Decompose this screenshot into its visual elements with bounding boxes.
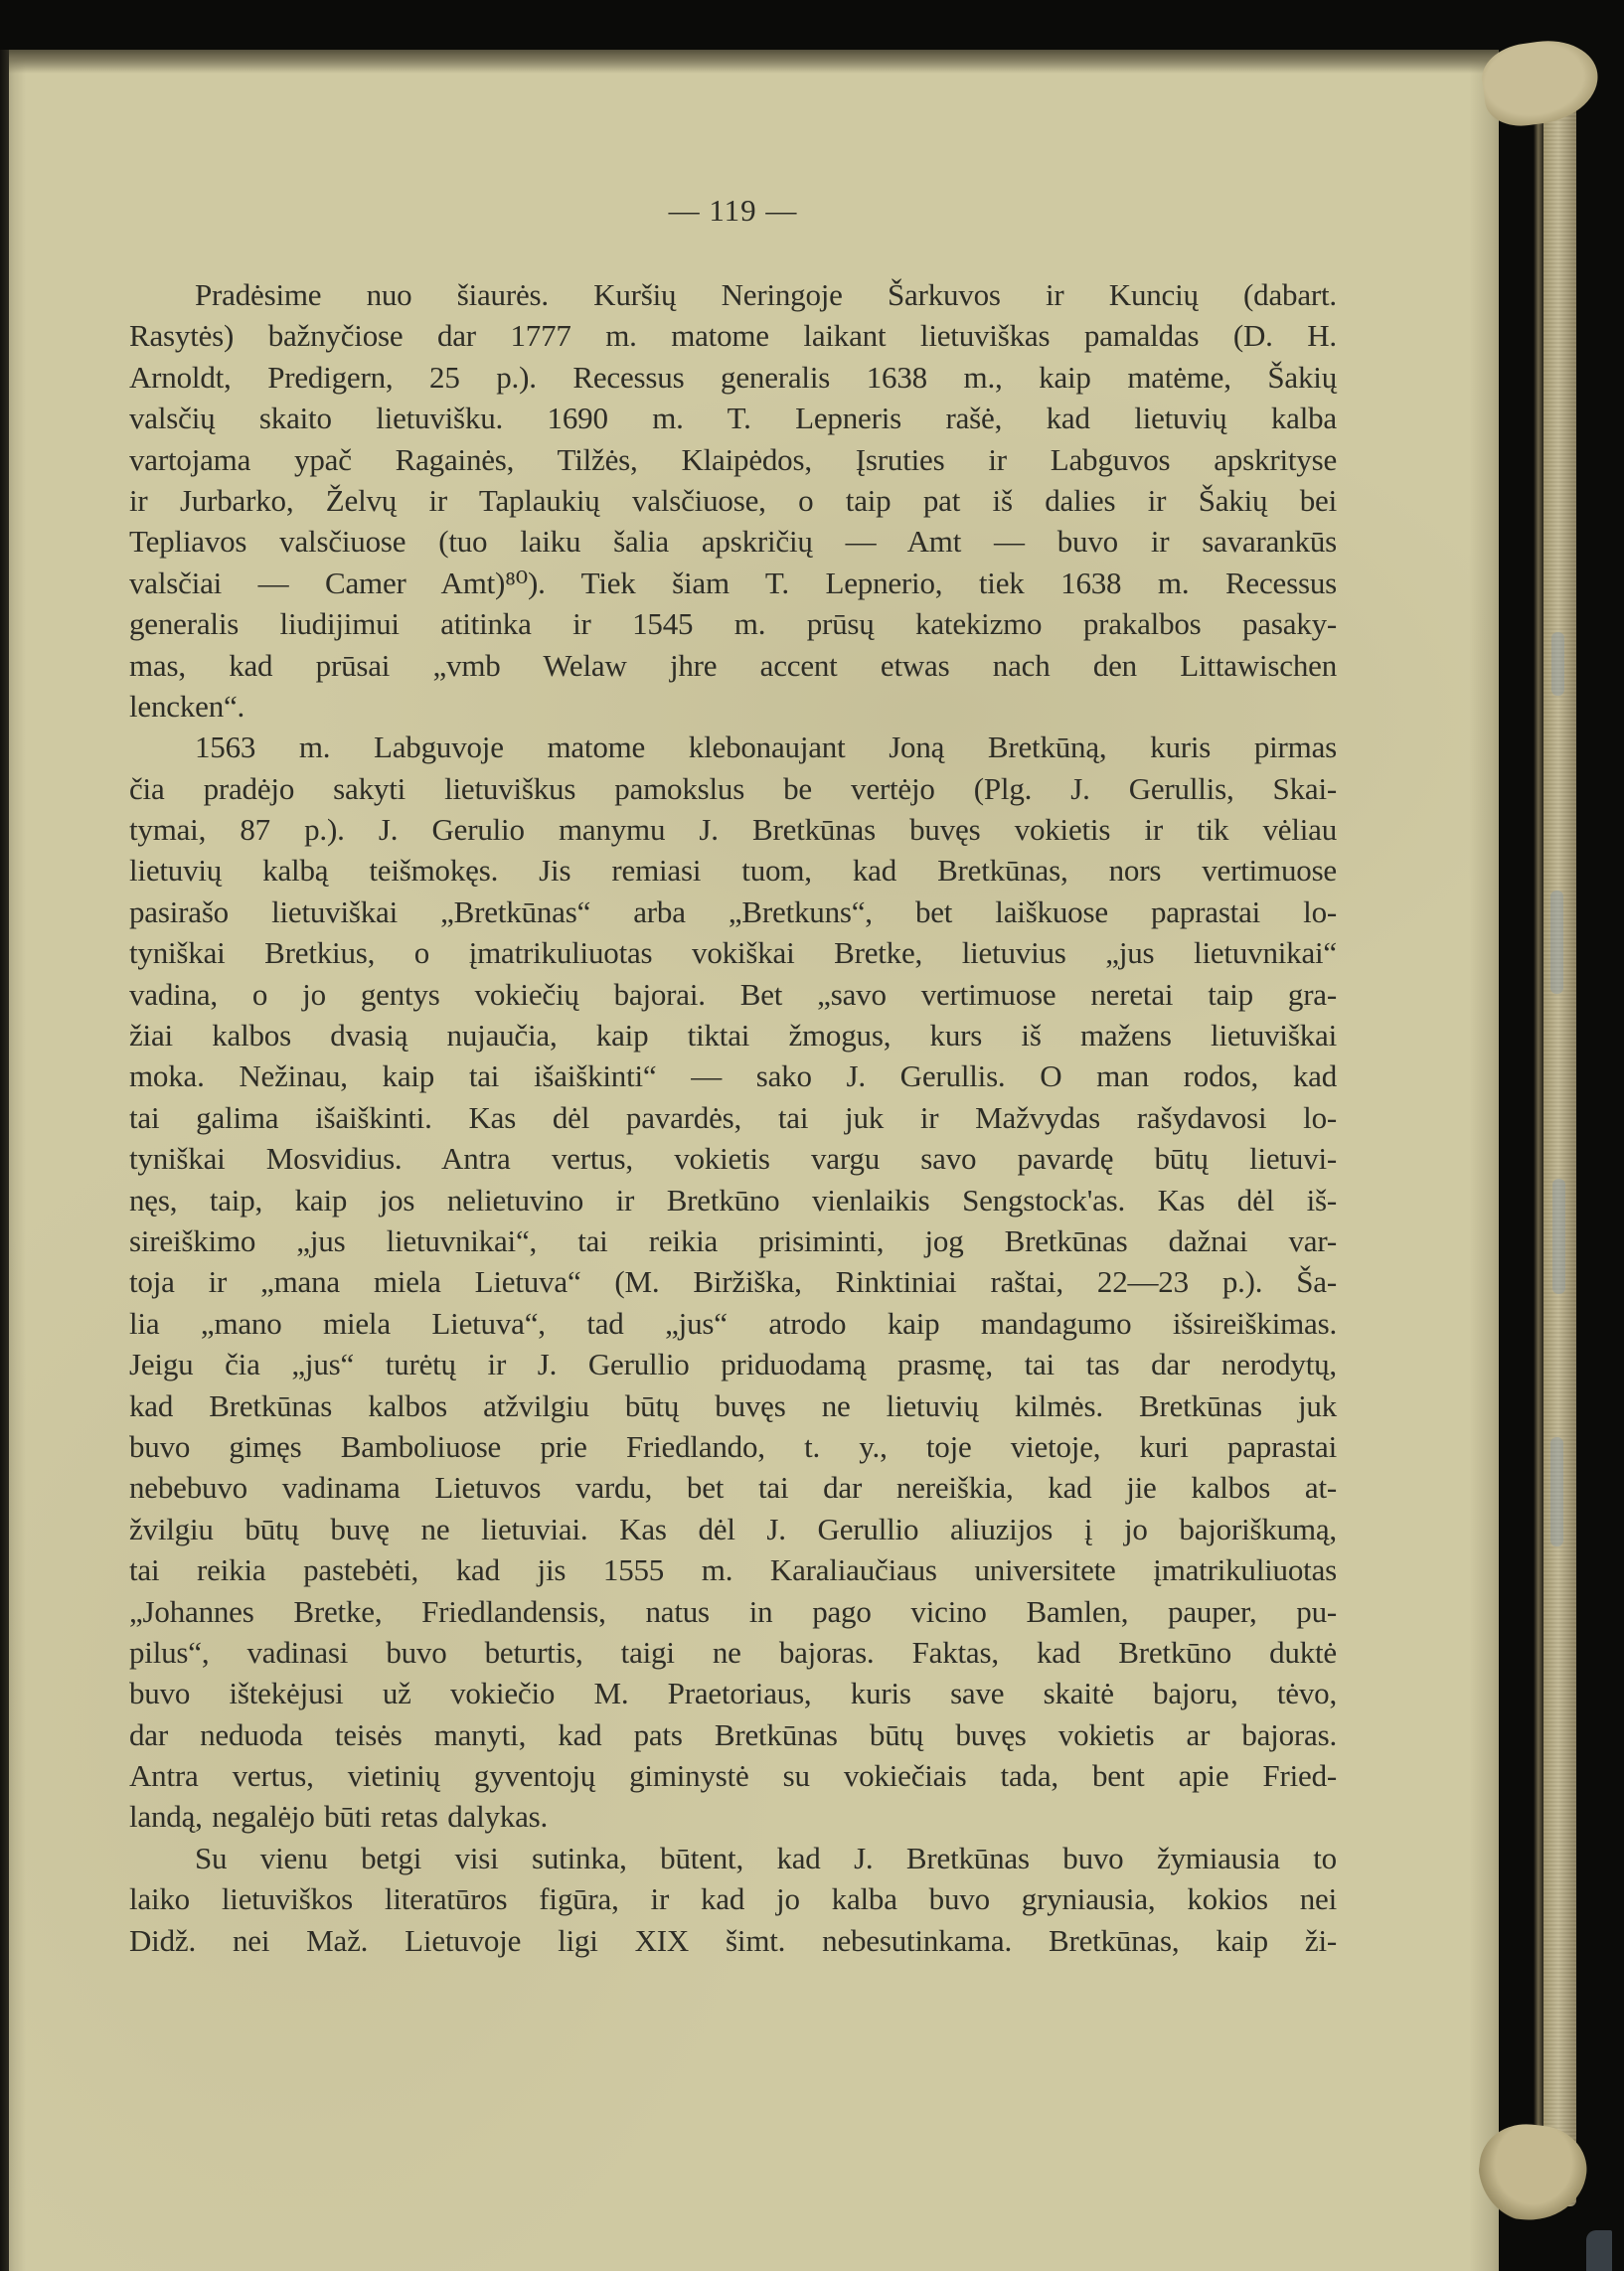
text-line: lencken“. bbox=[129, 688, 245, 724]
book-cover-edge bbox=[1543, 58, 1576, 2206]
text-line: 1563 m. Labguvoje matome klebonaujant Joną Bretkūną, kuris pirmas bbox=[195, 730, 1337, 765]
text-line: lia „mano miela Lietuva“, tad „jus“ atrodo kaip mandagumo išsireiškimas. bbox=[129, 1305, 1337, 1341]
blue-mark bbox=[1550, 891, 1563, 994]
blue-mark bbox=[1586, 2230, 1612, 2271]
worn-corner-top bbox=[1478, 34, 1603, 130]
text-line: tai galima išaiškinti. Kas dėl pavardės, tai juk ir Mažvydas rašydavosi lo- bbox=[129, 1099, 1337, 1135]
text-line: tai reikia pastebėti, kad jis 1555 m. Karaliaučiaus universitete įmatrikuliuotas bbox=[129, 1552, 1337, 1588]
text-line: lietuvių kalbą teišmokęs. Jis remiasi tuom, kad Bretkūnas, nors vertimuose bbox=[129, 853, 1337, 889]
text-line: pilus“, vadinasi buvo beturtis, taigi ne bajoras. Faktas, kad Bretkūno duktė bbox=[129, 1634, 1337, 1670]
text-line: mas, kad prūsai „vmb Welaw jhre accent etwas nach den Littawischen bbox=[129, 647, 1337, 683]
text-line: dar neduoda teisės manyti, kad pats Bretkūnas būtų buvęs vokietis ar bajoras. bbox=[129, 1716, 1337, 1752]
text-line: buvo gimęs Bamboliuose prie Friedlando, t. y., toje vietoje, kuri paprastai bbox=[129, 1428, 1337, 1464]
text-line: laiko lietuviškos literatūros figūra, ir kad jo kalba buvo gryniausia, kokios nei bbox=[129, 1881, 1337, 1917]
text-line: kad Bretkūnas kalbos atžvilgiu būtų buvęs ne lietuvių kilmės. Bretkūnas juk bbox=[129, 1387, 1337, 1423]
text-line: žvilgiu būtų buvę ne lietuviai. Kas dėl J. Gerullio aliuzijos į jo bajoriškumą, bbox=[129, 1511, 1337, 1546]
text-line: Antra vertus, vietinių gyventojų giminystė su vokiečiais tada, bent apie Fried- bbox=[129, 1758, 1337, 1794]
page-left-edge bbox=[0, 50, 9, 2271]
text-line: čia pradėjo sakyti lietuviškus pamokslus be vertėjo (Plg. J. Gerullis, Skai- bbox=[129, 770, 1337, 806]
text-line: Rasytės) bažnyčiose dar 1777 m. matome laikant lietuviškas pamaldas (D. H. bbox=[129, 318, 1337, 354]
text-line: valsčiai — Camer Amt)⁸⁰). Tiek šiam T. Lepnerio, tiek 1638 m. Recessus bbox=[129, 565, 1337, 600]
text-line: tyniškai Mosvidius. Antra vertus, vokietis vargu savo pavardę būtų lietuvi- bbox=[129, 1141, 1337, 1177]
blue-mark bbox=[1550, 1437, 1563, 1546]
text-line: tymai, 87 p.). J. Gerulio manymu J. Bretkūnas buvęs vokietis ir tik vėliau bbox=[129, 812, 1337, 848]
blue-mark bbox=[1552, 1179, 1565, 1294]
text-line: valsčių skaito lietuvišku. 1690 m. T. Lepneris rašė, kad lietuvių kalba bbox=[129, 401, 1337, 436]
text-line: Didž. nei Maž. Lietuvoje ligi XIX šimt. nebesutinkama. Bretkūnas, kaip ži- bbox=[129, 1922, 1337, 1958]
text-line: „Johannes Bretke, Friedlandensis, natus in pago vicino Bamlen, pauper, pu- bbox=[129, 1593, 1337, 1629]
text-line: vadina, o jo gentys vokiečių bajorai. Bet „savo vertimuose neretai taip gra- bbox=[129, 976, 1337, 1012]
text-line: generalis liudijimui atitinka ir 1545 m. prūsų katekizmo prakalbos pasaky- bbox=[129, 606, 1337, 642]
text-line: ir Jurbarko, Želvų ir Taplaukių valsčiuose, o taip pat iš dalies ir Šakių bei bbox=[129, 482, 1337, 518]
text-line: buvo ištekėjusi už vokiečio M. Praetoriaus, kuris save skaitė bajoru, tėvo, bbox=[129, 1676, 1337, 1711]
blue-mark bbox=[1551, 632, 1564, 696]
text-line: vartojama ypač Ragainės, Tilžės, Klaipėdos, Įsruties ir Labguvos apskrityse bbox=[129, 441, 1337, 477]
text-line: Su vienu betgi visi sutinka, būtent, kad J. Bretkūnas buvo žymiausia to bbox=[195, 1840, 1337, 1875]
page-number: — 119 — bbox=[668, 193, 798, 228]
text-line: Tepliavos valsčiuose (tuo laiku šalia apskričių — Amt — buvo ir savarankūs bbox=[129, 524, 1337, 560]
text-line: pasirašo lietuviškai „Bretkūnas“ arba „Bretkuns“, bet laiškuose paprastai lo- bbox=[129, 893, 1337, 929]
text-line: Jeigu čia „jus“ turėtų ir J. Gerullio priduodamą prasmę, tai tas dar nerodytų, bbox=[129, 1347, 1337, 1382]
text-block bbox=[129, 274, 1337, 1961]
text-line: moka. Nežinau, kaip tai išaiškinti“ — sako J. Gerullis. O man rodos, kad bbox=[129, 1058, 1337, 1094]
text-line: Arnoldt, Predigern, 25 p.). Recessus generalis 1638 m., kaip matėme, Šakių bbox=[129, 359, 1337, 395]
text-line: toja ir „mana miela Lietuva“ (M. Biržiška, Rinktiniai raštai, 22—23 p.). Ša- bbox=[129, 1264, 1337, 1300]
text-line: nebebuvo vadinama Lietuvos vardu, bet tai dar nereiškia, kad jie kalbos at- bbox=[129, 1470, 1337, 1506]
text-line: žiai kalbos dvasią nujaučia, kaip tiktai žmogus, kurs iš mažens lietuviškai bbox=[129, 1018, 1337, 1054]
text-line: nęs, taip, kaip jos nelietuvino ir Bretkūno vienlaikis Sengstock'as. Kas dėl iš- bbox=[129, 1182, 1337, 1217]
text-line: landą, negalėjo būti retas dalykas. bbox=[129, 1799, 549, 1835]
page-top-edge bbox=[8, 50, 1499, 74]
text-line: Pradėsime nuo šiaurės. Kuršių Neringoje Šarkuvos ir Kuncių (dabart. bbox=[195, 277, 1337, 312]
text-line: tyniškai Bretkius, o įmatrikuliuotas vokiškai Bretke, lietuvius „jus lietuvnikai“ bbox=[129, 935, 1337, 971]
text-line: sireiškimo „jus lietuvnikai“, tai reikia prisiminti, jog Bretkūnas dažnai var- bbox=[129, 1222, 1337, 1258]
page-fore-edge bbox=[1497, 62, 1537, 2206]
